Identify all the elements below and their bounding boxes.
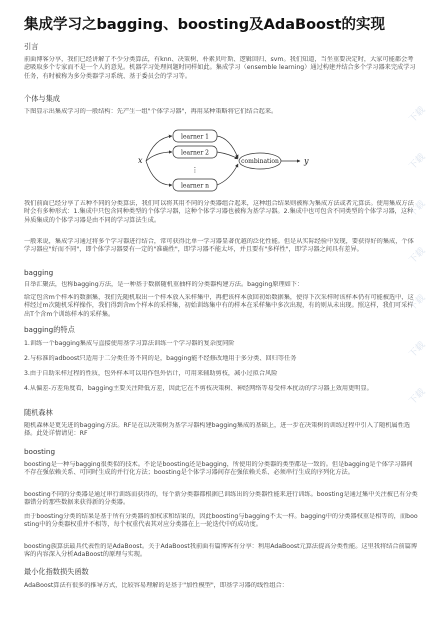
- bagging-feature-3: 3.由于自助采样过程的性质，包外样本可以用作包外估计，可用来辅助剪枝，减小过拟合风险: [24, 370, 278, 377]
- diagram-output-label: y: [304, 156, 309, 166]
- intro-heading: 引言: [24, 42, 39, 51]
- framework-paragraph: 下图显示出集成学习的一般结构：先产生一组"个体学习器"，再用某种策略将它们结合起来。: [24, 108, 278, 115]
- arrow-from-learner-n: [217, 164, 238, 185]
- framework-heading: 个体与集成: [24, 94, 60, 103]
- watermark-text: 下载: [407, 293, 428, 313]
- boosting-heading: boosting: [24, 447, 56, 456]
- learner-1-label: learner 1: [181, 133, 209, 141]
- random-forest-heading: 随机森林: [24, 408, 53, 417]
- bagging-detail-paragraph: 给定包含m个样本的数据集，我们先随机取出一个样本放入采样集中，再把该样本放回初始数据集，使得下次采样时该样本仍有可能被选中，这样经过m次随机采样操作，我们得到含m个样本的采样集，初始训练集中有的样本在采样集中多次出现，有的则从未出现。照这样，我们可采样出T个含m个训练样本的采样集。: [24, 294, 414, 318]
- watermark-text: 下载: [407, 340, 428, 360]
- bagging-intro-paragraph: 自举汇聚法，也称bagging方法，是一种基于数据随机重抽样的分类器构建方法。bagging原理如下：: [24, 281, 304, 288]
- page-title: 集成学习之bagging、boosting及AdaBoost的实现: [24, 17, 386, 33]
- bagging-heading: bagging: [24, 268, 54, 277]
- arrow-to-learner-2: [146, 152, 172, 161]
- loss-function-paragraph: AdaBoost算法有很多的推导方式，比较容易理解的是基于"加性模型"，即基学习器的线性组合：: [24, 582, 288, 589]
- arrow-from-learner-2: [217, 152, 238, 159]
- diagram-ellipsis: ⋮: [191, 166, 199, 174]
- combination-label: combination: [241, 158, 279, 166]
- random-forest-paragraph: 随机森林是更先进的bagging方法。RF是在以决策树为基学习器构建bagging集成的基础上，进一步在决策树的训练过程中引入了随机属性选择。此处详情请见：RF: [24, 422, 411, 438]
- general-paragraph: 一般来说，集成学习通过将多个学习器进行结合，常可获得比单一学习器显著优越的泛化性能。但是从实际经验中发现，要获得好的集成，个体学习器应"好而不同"，即个体学习器要有一定的"准确性"，即学习器不能太坏，并且要有"多样性"，即学习器之间具有差异。: [24, 238, 414, 254]
- watermark-text: 下载: [407, 152, 428, 172]
- learner-n-label: learner n: [181, 182, 209, 190]
- bagging-feature-1: 1.训练一个bagging集成与直接使用基学习算法训练一个学习器的复杂度同阶: [24, 340, 235, 347]
- intro-paragraph: 前面博客分享，我们已经讲解了不少分类算法，有knn、决策树、朴素贝叶斯、逻辑回归、svm。我们知道，当坐重要决定时，大家可能都会考虑吸取多个专家而不是一个人的意见。机器学习处理问题时同样如此。集成学习（ensemble learning）通过构建并结合多个学习器来完成学习任务，有时被称为多分类器学习系统、基于委员会的学习等。: [24, 56, 416, 80]
- boosting-paragraph-4: boosting族算法最具代表性的是AdaBoost。关于AdaBoost我前面有篇博客有分享：利用AdaBoost元算法提高分类性能。这里我将结合前篇博客的内容深入分析AdaBoost的原理与实现。: [24, 543, 418, 559]
- arrow-to-learner-n: [146, 161, 172, 185]
- watermark-text: 下载: [407, 199, 428, 219]
- boosting-paragraph-1: boosting是一种与bagging很类似的技术。不论是boosting还是bagging，所使用的分类器的类型都是一致的。但是bagging是个体学习器间不存在强依赖关系、可同时生成的并行化方法；boosting是个体学习器间存在强依赖关系、必须串行生成的序列化方法。: [24, 461, 413, 477]
- bagging-feature-4: 4.从偏差-方差角度看，bagging主要关注降低方差，因此它在不剪枝决策树、神经网络等易受样本扰动的学习器上效用更明显。: [24, 385, 373, 392]
- watermark-text: 下载: [407, 105, 428, 125]
- arrow-to-learner-1: [146, 136, 172, 161]
- diagram-input-label: x: [138, 156, 143, 165]
- watermark-text: 下载: [407, 246, 428, 266]
- ensemble-types-paragraph: 我们前面已经分享了五种不同的分类算法，我们可以将其用不同的分类器组合起来，这种组合结果则被称为集成方法或者元算法。使用集成方法时会有多种形式：1.集成中只包含同种类型的个体学习器，这种个体学习器也被称为基学习器。2.集成中也可包含不同类型的个体学习器，这种异质集成的个体学习器是由不同的学习算法生成。: [24, 200, 414, 224]
- bagging-feature-2: 2.与标准的adboost只适用于二分类任务不同的是，bagging能不经修改地用于多分类、回归等任务: [24, 355, 297, 362]
- boosting-paragraph-3: 由于boosting分类的结果是基于所有分类器的加权求和结果的，因此boosting与bagging不太一样。bagging中的分类器权重是相等的，而boosting中的分类器权重并不相等，每个权重代表其对应分类器在上一轮迭代中的成功度。: [24, 513, 418, 529]
- boosting-paragraph-2: boosting不同的分类器是通过串行训练而获得的，每个新分类器都根据已训练出的分类器性能来进行训练。boosting是通过集中关注被已有分类器错分的那些数据来获得新的分类器。: [24, 491, 418, 507]
- watermark-text: 下载: [407, 387, 428, 407]
- learner-2-label: learner 2: [181, 149, 209, 157]
- loss-function-heading: 最小化指数损失函数: [24, 567, 89, 576]
- bagging-features-heading: bagging的特点: [24, 325, 75, 334]
- ensemble-structure-diagram: [134, 128, 314, 194]
